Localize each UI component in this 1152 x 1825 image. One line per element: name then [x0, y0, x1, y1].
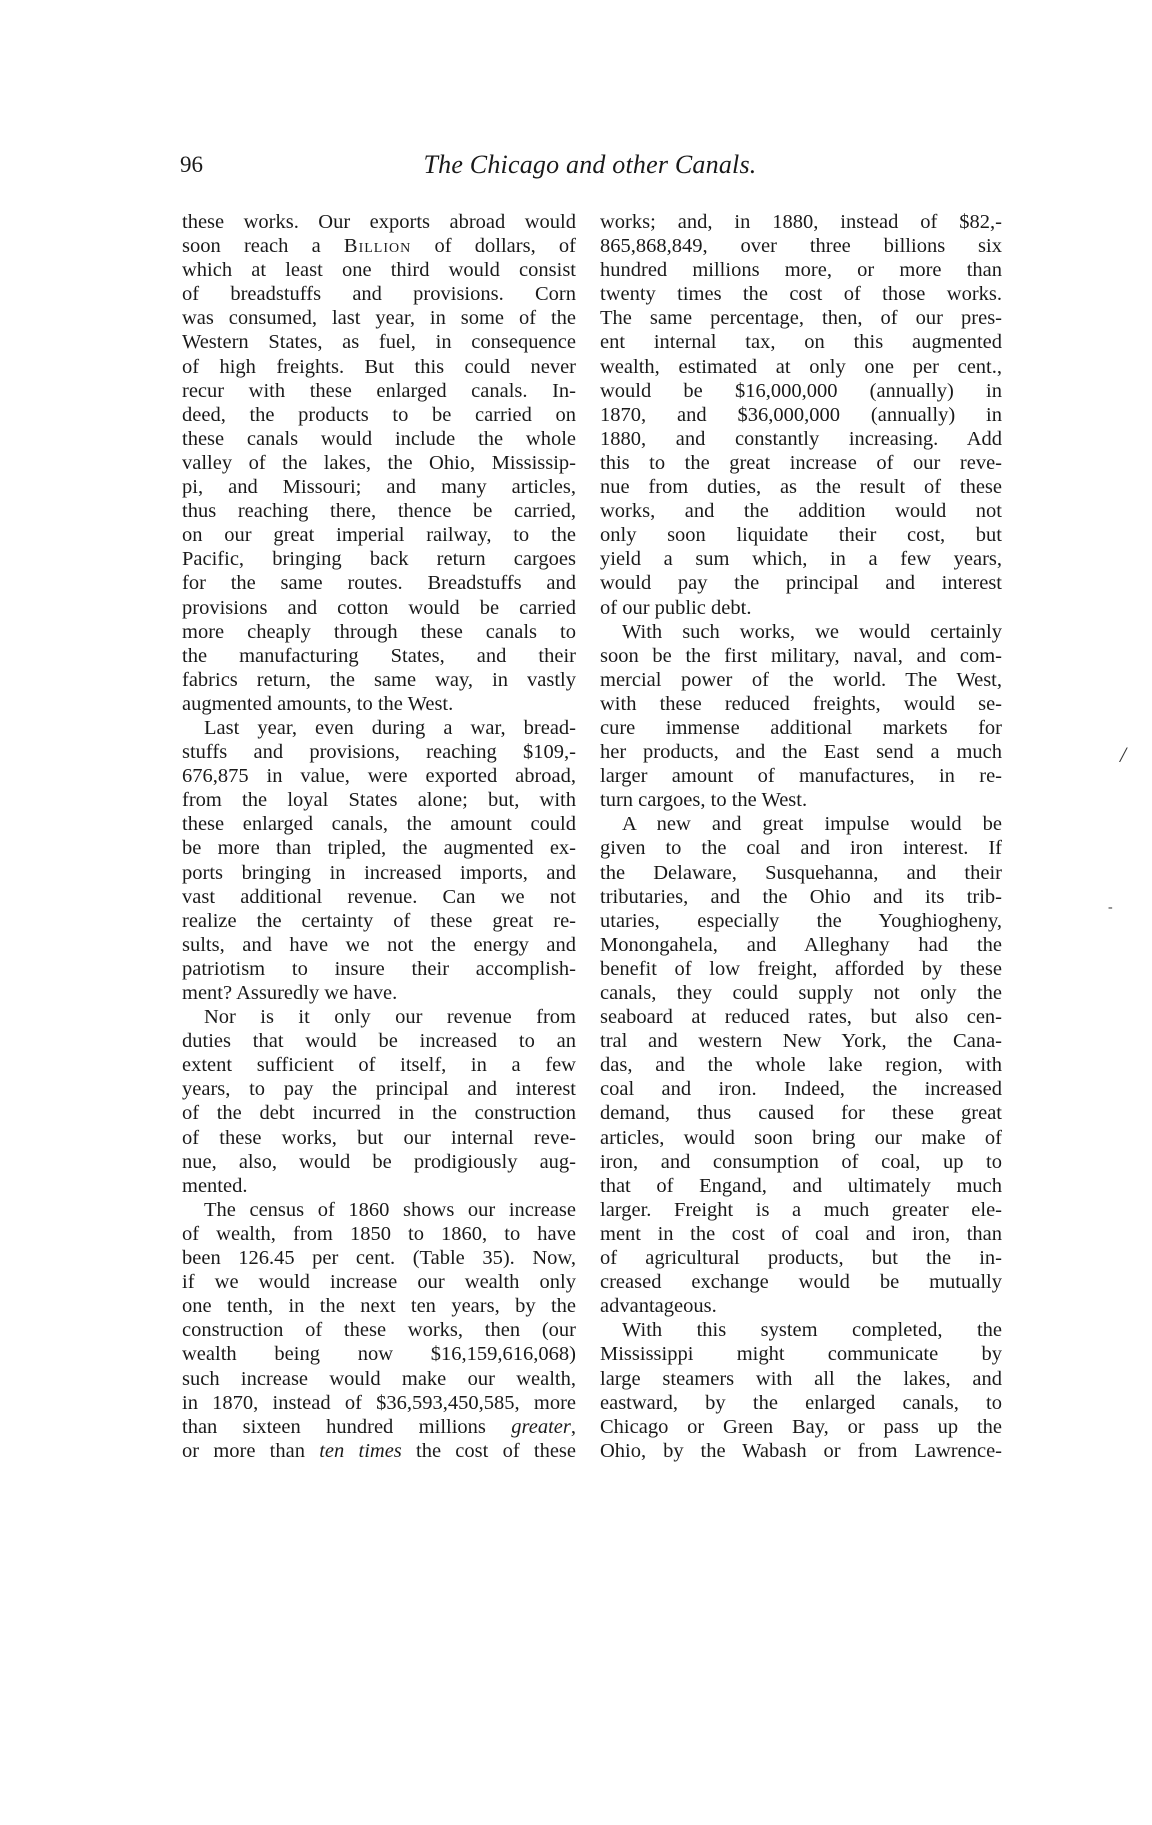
text-line: her products, and the East send a much — [600, 741, 1002, 764]
paragraph-start-line: The census of 1860 shows our increase — [204, 1198, 576, 1221]
text-line: larger amount of manufactures, in re- — [600, 765, 1002, 788]
text-line: these enlarged canals, the amount could — [182, 813, 576, 836]
text-line: years, to pay the principal and interest — [182, 1078, 576, 1101]
text-line: demand, thus caused for these great — [600, 1102, 1002, 1125]
text-line: with these reduced freights, would se- — [600, 692, 1002, 715]
text-fragment: or more than — [182, 1439, 320, 1462]
text-line: would be $16,000,000 (annually) in — [600, 379, 1002, 402]
text-line: of the debt incurred in the construction — [182, 1102, 576, 1125]
text-line: hundred millions more, or more than — [600, 259, 1002, 282]
text-line: tributaries, and the Ohio and its trib- — [600, 885, 1002, 908]
text-line: 1870, and $36,000,000 (annually) in — [600, 403, 1002, 426]
italic-ten-times: ten times — [319, 1439, 402, 1462]
text-line: canals, they could supply not only the — [600, 982, 1002, 1004]
paragraph-start-line: A new and great impulse would be — [622, 813, 1002, 836]
text-line: augmented amounts, to the West. — [182, 692, 454, 715]
text-line: stuffs and provisions, reaching $109,- — [182, 741, 576, 764]
text-line: would pay the principal and interest — [600, 572, 1002, 595]
text-line: pi, and Missouri; and many articles, — [182, 476, 576, 499]
text-line: works; and, in 1880, instead of $82,- — [600, 211, 1002, 233]
text-line: in 1870, instead of $36,593,450,585, more — [182, 1391, 576, 1414]
text-line: coal and iron. Indeed, the increased — [600, 1078, 1002, 1101]
text-line: of breadstuffs and provisions. Corn — [182, 283, 576, 306]
text-line: for the same routes. Breadstuffs and — [182, 572, 576, 595]
text-line: Mississippi might communicate by — [600, 1343, 1002, 1366]
text-fragment: soon reach a — [182, 235, 344, 258]
margin-slash-mark: / — [1120, 742, 1127, 767]
text-line: from the loyal States alone; but, with — [182, 789, 576, 812]
billion-small-caps: Billion — [343, 235, 412, 258]
text-line: yield a sum which, in a few years, — [600, 548, 1002, 571]
text-fragment: , — [570, 1415, 576, 1438]
text-line: these canals would include the whole — [182, 427, 576, 450]
text-line — [182, 234, 576, 258]
running-title: The Chicago and other Canals. — [423, 150, 757, 179]
text-line: larger. Freight is a much greater ele- — [600, 1198, 1002, 1221]
text-fragment: of dollars, of — [411, 235, 577, 258]
text-line: thus reaching there, thence be carried, — [182, 500, 576, 523]
text-line: Chicago or Green Bay, or pass up the — [600, 1415, 1002, 1438]
text-line: ports bringing in increased imports, and — [182, 861, 576, 884]
text-line: of wealth, from 1850 to 1860, to have — [182, 1222, 576, 1245]
text-line: The same percentage, then, of our pres- — [600, 307, 1002, 330]
text-line: such increase would make our wealth, — [182, 1367, 576, 1390]
text-line: which at least one third would consist — [182, 259, 576, 282]
text-line: given to the coal and iron interest. If — [600, 837, 1002, 860]
text-line: das, and the whole lake region, with — [600, 1054, 1002, 1077]
text-line: extent sufficient of itself, in a few — [182, 1054, 576, 1077]
text-line: eastward, by the enlarged canals, to — [600, 1391, 1002, 1414]
text-line: of our public debt. — [600, 596, 752, 619]
text-line: this to the great increase of our reve- — [600, 451, 1002, 474]
text-line: be more than tripled, the augmented ex- — [182, 837, 576, 860]
left-column — [182, 210, 576, 1463]
text-line: patriotism to insure their accomplish- — [182, 957, 576, 980]
text-line: been 126.45 per cent. (Table 35). Now, — [182, 1247, 576, 1270]
text-line: 865,868,849, over three billions six — [600, 235, 1002, 258]
text-line: creased exchange would be mutually — [600, 1271, 1002, 1294]
text-line: Ohio, by the Wabash or from Lawrence- — [600, 1439, 1002, 1462]
text-line: mercial power of the world. The West, — [600, 668, 1002, 691]
text-fragment: the cost of these — [401, 1439, 576, 1462]
text-line — [182, 1415, 576, 1439]
text-line: nue from duties, as the result of these — [600, 476, 1002, 499]
text-line: benefit of low freight, afforded by these — [600, 957, 1002, 980]
paragraph-start-line: With such works, we would certainly — [622, 620, 1002, 643]
text-line — [182, 1439, 576, 1463]
paragraph-start-line: Nor is it only our revenue from — [204, 1006, 576, 1029]
text-line: only soon liquidate their cost, but — [600, 524, 1002, 547]
text-line: advantageous. — [600, 1295, 717, 1318]
text-line: sults, and have we not the energy and — [182, 933, 576, 956]
text-line: soon be the first military, naval, and com- — [600, 644, 1002, 667]
text-fragment: than sixteen hundred millions — [182, 1415, 512, 1438]
text-line: iron, and consumption of coal, up to — [600, 1150, 1002, 1173]
text-line: 1880, and constantly increasing. Add — [600, 427, 1002, 450]
text-line: one tenth, in the next ten years, by the — [182, 1295, 576, 1318]
text-line: of these works, but our internal reve- — [182, 1126, 576, 1149]
text-line: duties that would be increased to an — [182, 1030, 576, 1053]
text-line: works, and the addition would not — [600, 500, 1002, 523]
text-line: tral and western New York, the Cana- — [600, 1030, 1002, 1053]
text-line: these works. Our exports abroad would — [182, 211, 576, 233]
text-line: valley of the lakes, the Ohio, Mississip- — [182, 451, 576, 474]
text-line: ment in the cost of coal and iron, than — [600, 1222, 1002, 1245]
paragraph-start-line: With this system completed, the — [622, 1319, 1002, 1342]
text-line: the manufacturing States, and their — [182, 644, 576, 667]
text-line: twenty times the cost of those works. — [600, 283, 1002, 306]
italic-greater: greater — [511, 1415, 571, 1438]
text-line: realize the certainty of these great re- — [182, 909, 576, 932]
right-column — [600, 210, 1002, 1463]
text-line: recur with these enlarged canals. In- — [182, 379, 576, 402]
text-line: mented. — [182, 1174, 248, 1197]
text-line: fabrics return, the same way, in vastly — [182, 668, 576, 691]
text-line: turn cargoes, to the West. — [600, 789, 808, 812]
text-line: Pacific, bringing back return cargoes — [182, 548, 576, 571]
text-line: construction of these works, then (our — [182, 1319, 576, 1342]
text-line: deed, the products to be carried on — [182, 403, 576, 426]
text-line: wealth, estimated at only one per cent., — [600, 355, 1002, 378]
text-line: on our great imperial railway, to the — [182, 524, 576, 547]
text-line: 676,875 in value, were exported abroad, — [182, 765, 576, 788]
text-line: of high freights. But this could never — [182, 355, 576, 378]
text-line: that of Engand, and ultimately much — [600, 1174, 1002, 1197]
text-line: provisions and cotton would be carried — [182, 596, 576, 619]
margin-dash-mark: - — [1108, 900, 1113, 915]
paragraph-start-line: Last year, even during a war, bread- — [204, 716, 576, 739]
text-line: was consumed, last year, in some of the — [182, 307, 576, 330]
text-line: Western States, as fuel, in consequence — [182, 331, 576, 354]
text-line: seaboard at reduced rates, but also cen- — [600, 1006, 1002, 1029]
text-line: Monongahela, and Alleghany had the — [600, 933, 1002, 956]
text-line: utaries, especially the Youghiogheny, — [600, 909, 1002, 932]
text-line: nue, also, would be prodigiously aug- — [182, 1150, 576, 1173]
text-line: wealth being now $16,159,616,068) — [182, 1343, 576, 1366]
text-line: ent internal tax, on this augmented — [600, 331, 1002, 354]
text-line: of agricultural products, but the in- — [600, 1247, 1002, 1270]
text-line: large steamers with all the lakes, and — [600, 1367, 1002, 1390]
text-line: more cheaply through these canals to — [182, 620, 576, 643]
text-line: vast additional revenue. Can we not — [182, 885, 576, 908]
text-line: cure immense additional markets for — [600, 716, 1002, 739]
text-line: the Delaware, Susquehanna, and their — [600, 861, 1002, 884]
text-line: articles, would soon bring our make of — [600, 1126, 1002, 1149]
text-line: ment? Assuredly we have. — [182, 982, 398, 1004]
page-number: 96 — [180, 152, 203, 177]
text-line: if we would increase our wealth only — [182, 1271, 576, 1294]
page-header — [180, 150, 1000, 190]
